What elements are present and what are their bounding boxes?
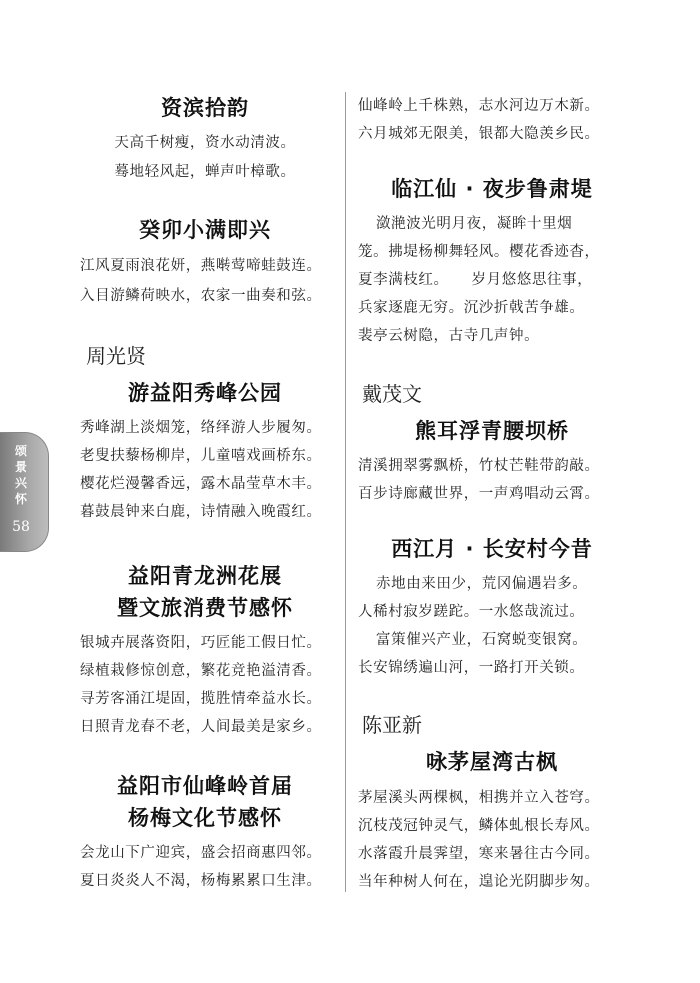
author-name: 戴茂文	[362, 382, 422, 406]
poem-title: 资滨拾韵	[161, 96, 249, 120]
poem-title: 游益阳秀峰公园	[128, 381, 282, 405]
poem-line: 秀峰湖上淡烟笼，络绎游人步履匆。	[80, 420, 322, 436]
poem-line: 人稀村寂岁蹉跎。一水悠哉流过。	[358, 604, 585, 620]
poem-line: 天高千树瘦，资水动清波。	[114, 135, 296, 151]
poem-line: 长安锦绣遍山河，一路打开关锁。	[358, 660, 585, 676]
chapter-label: 颂景兴怀	[14, 444, 27, 506]
poem-title: 暨文旅消费节感怀	[117, 596, 293, 620]
author-name: 周光贤	[86, 344, 146, 368]
poem-line: 樱花烂漫馨香远，露木晶莹草木丰。	[80, 476, 322, 492]
poem-line: 潋滟波光明月夜，凝眸十里烟	[376, 216, 573, 232]
poem-title: 咏茅屋湾古枫	[426, 750, 558, 774]
poem-line: 夏李满枝红。 岁月悠悠思往事，	[358, 272, 593, 288]
poem-title: 杨梅文化节感怀	[128, 806, 282, 830]
poem-line: 裴亭云树隐，古寺几声钟。	[358, 328, 540, 344]
poem-line: 富策催兴产业，石窝蜕变银窝。	[376, 632, 588, 648]
page-number: 58	[12, 519, 30, 535]
poem-line: 会龙山下广迎宾，盛会招商惠四邻。	[80, 845, 322, 861]
poem-line: 仙峰岭上千株熟，志水河边万木新。	[358, 98, 600, 114]
poem-line: 老叟扶藜杨柳岸，儿童嘻戏画桥东。	[80, 448, 322, 464]
column-divider	[345, 92, 346, 892]
poem-line: 蓦地轻风起，蝉声叶樟歌。	[114, 164, 296, 180]
poem-line: 百步诗廊藏世界，一声鸡唱动云霄。	[358, 486, 600, 502]
poem-line: 清溪拥翠雾飘桥，竹杖芒鞋带韵敲。	[358, 458, 600, 474]
poem-line: 赤地由来田少，荒冈偏遇岩多。	[376, 576, 588, 592]
poem-title: 益阳市仙峰岭首届	[117, 774, 293, 798]
poem-line: 兵家逐鹿无穷。沉沙折戟苦争雄。	[358, 300, 585, 316]
poem-line: 日照青龙春不老，人间最美是家乡。	[80, 719, 322, 735]
poem-line: 茅屋溪头两棵枫，相携并立入苍穹。	[358, 790, 600, 806]
author-name: 陈亚新	[362, 713, 422, 737]
poem-line: 当年种树人何在，遑论光阴脚步匆。	[358, 874, 600, 890]
poem-title: 熊耳浮青腰坝桥	[415, 419, 569, 443]
poem-line: 入目游鳞荷映水，农家一曲奏和弦。	[80, 288, 322, 304]
poem-line: 绿植栽修惊创意，繁花竞艳溢清香。	[80, 663, 322, 679]
poem-title: 西江月 · 长安村今昔	[391, 537, 593, 561]
poem-line: 笼。拂堤杨柳舞轻风。樱花香迹杳，	[358, 244, 600, 260]
poem-line: 六月城郊无限美，银都大隐羡乡民。	[358, 126, 600, 142]
chapter-tab	[0, 432, 49, 552]
poem-line: 沉枝茂冠钟灵气，鳞体虬根长寿风。	[358, 818, 600, 834]
poem-line: 暮鼓晨钟来白鹿，诗情融入晚霞红。	[80, 504, 322, 520]
poem-line: 江风夏雨浪花妍，燕啭莺啼蛙鼓连。	[80, 258, 322, 274]
poem-title: 癸卯小满即兴	[139, 218, 271, 242]
poem-line: 银城卉展落资阳，巧匠能工假日忙。	[80, 635, 322, 651]
poem-title: 益阳青龙洲花展	[128, 564, 282, 588]
poem-line: 夏日炎炎人不渴，杨梅累累口生津。	[80, 873, 322, 889]
poem-line: 水落霞升晨霁望，寒来暑往古今同。	[358, 846, 600, 862]
poem-title: 临江仙 · 夜步鲁肃堤	[391, 177, 593, 201]
poem-line: 寻芳客涌江堤固，揽胜情牵益水长。	[80, 691, 322, 707]
